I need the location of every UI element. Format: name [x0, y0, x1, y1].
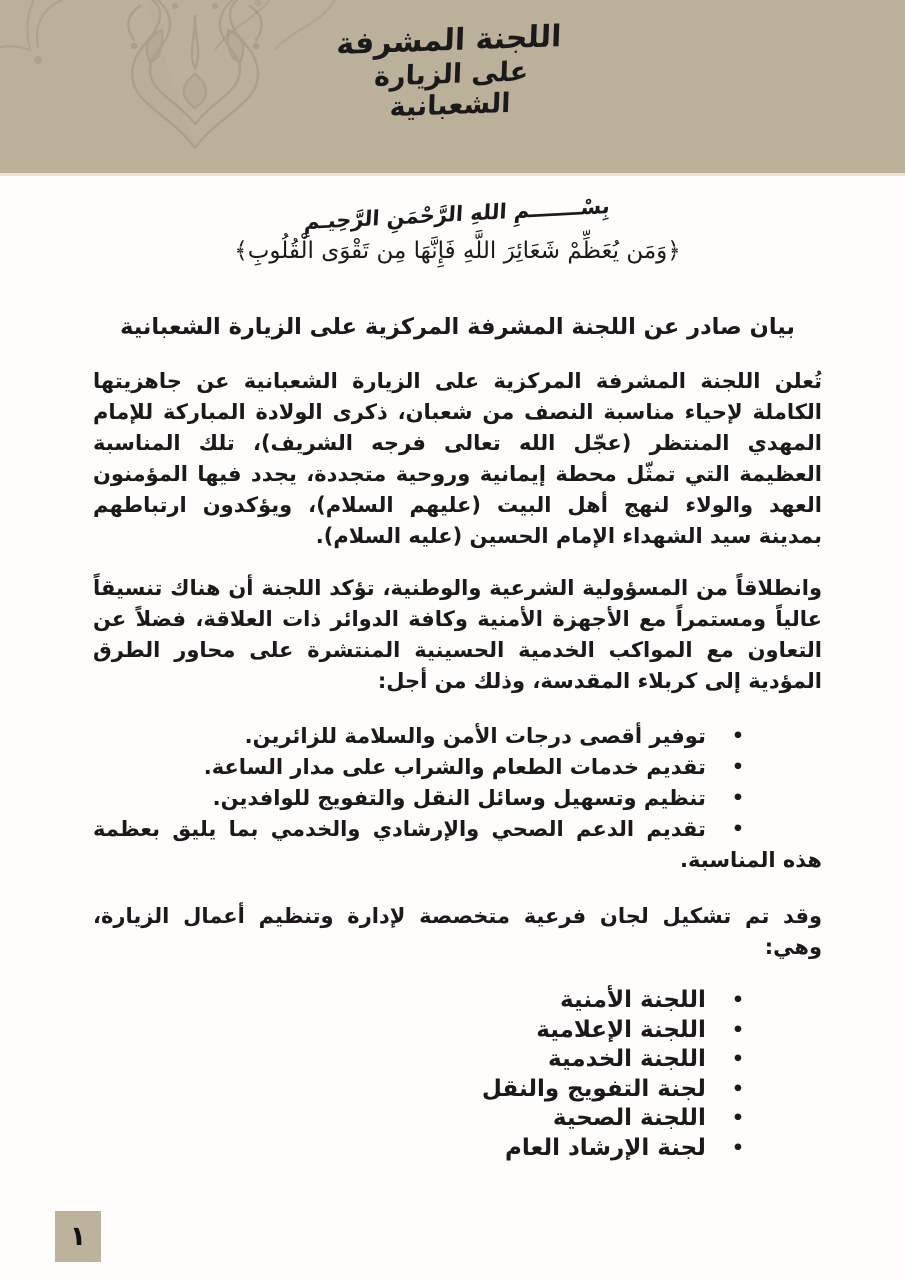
committee-logo — [328, 20, 571, 125]
goal-text: توفير أقصى درجات الأمن والسلامة للزائرين. — [244, 724, 706, 748]
list-item — [93, 1104, 822, 1134]
bullet-icon: • — [731, 1048, 744, 1070]
basmala — [93, 193, 822, 235]
list-item — [93, 1075, 822, 1105]
list-item — [93, 1134, 822, 1164]
basmala-calligraphy: بِسْـــــــمِ اللهِ الرَّحْمَنِ الرَّحِيـمِ — [304, 193, 611, 235]
list-item — [93, 783, 822, 814]
committee-name: لجنة الإرشاد العام — [504, 1134, 706, 1161]
committee-name: لجنة التفويج والنقل — [481, 1075, 706, 1102]
committee-name: اللجنة الأمنية — [560, 987, 706, 1013]
goals-list — [93, 721, 822, 876]
goal-text: تقديم خدمات الطعام والشراب على مدار الساعة. — [203, 755, 706, 779]
corner-ornament-2-icon — [210, 0, 340, 55]
statement-title: بيان صادر عن اللجنة المشرفة المركزية على الزيارة الشعبانية — [120, 314, 795, 340]
logo-line-2: على الزيارة الشعبانية — [373, 55, 529, 123]
bullet-icon: • — [731, 1077, 744, 1100]
list-item — [93, 1016, 822, 1046]
committees-list — [93, 986, 822, 1163]
committee-name: اللجنة الصحية — [552, 1105, 706, 1131]
bullet-icon: • — [731, 787, 744, 809]
bullet-icon: • — [731, 1136, 744, 1159]
page-number: ١ — [69, 1221, 87, 1252]
logo-line-1: اللجنة المشرفة — [335, 19, 562, 62]
list-item — [93, 814, 822, 876]
list-item — [93, 721, 822, 752]
paragraph-coordination: وانطلاقاً من المسؤولية الشرعية والوطنية، تؤكد اللجنة أن هناك تنسيقاً عالياً ومستمراً مع الأجهزة الأمنية وكافة الدوائر ذات العلاقة، فضلاً عن التعاون مع المواكب الخدمية الحسينية المنتشرة على محاور الطرق المؤدية إلى كربلاء المقدسة، وذلك من أجل: — [93, 576, 822, 693]
header-band — [0, 0, 905, 176]
bullet-icon: • — [731, 818, 744, 840]
document-body — [0, 193, 905, 1163]
goal-text: تنظيم وتسهيل وسائل النقل والتفويج للوافدين. — [212, 786, 706, 810]
paragraph-subcommittees: وقد تم تشكيل لجان فرعية متخصصة لإدارة وتنظيم أعمال الزيارة، وهي: — [93, 904, 822, 959]
paragraph-readiness: تُعلن اللجنة المشرفة المركزية على الزيارة الشعبانية عن جاهزيتها الكاملة لإحياء مناسبة النصف من شعبان، ذكرى الولادة المباركة للإمام المهدي المنتظر (عجّل الله تعالى فرجه الشريف)، تلك المناسبة العظيمة التي تمثّل محطة إيمانية وروحية متجددة، يجدد فيها المؤمنون العهد والولاء لنهج أهل البيت (عليهم السلام)، ويؤكدون ارتباطهم بمدينة سيد الشهداء الإمام الحسين (عليه السلام). — [93, 369, 822, 548]
list-item — [93, 1045, 822, 1075]
bullet-icon: • — [731, 756, 744, 778]
list-item — [93, 986, 822, 1016]
goal-text: تقديم الدعم الصحي والإرشادي والخدمي بما يليق بعظمة هذه المناسبة. — [93, 817, 822, 872]
page-number-badge — [55, 1211, 101, 1262]
committee-name: اللجنة الإعلامية — [536, 1016, 706, 1043]
bullet-icon: • — [731, 989, 744, 1011]
bullet-icon: • — [731, 1018, 744, 1041]
corner-ornament-icon — [0, 0, 72, 90]
bullet-icon: • — [731, 1107, 744, 1129]
quran-verse: ﴿وَمَن يُعَظِّمْ شَعَائِرَ اللَّهِ فَإِنَّهَا مِن تَقْوَى الْقُلُوبِ﴾ — [234, 238, 681, 264]
list-item — [93, 752, 822, 783]
bullet-icon: • — [731, 725, 744, 747]
committee-name: اللجنة الخدمية — [548, 1046, 706, 1072]
